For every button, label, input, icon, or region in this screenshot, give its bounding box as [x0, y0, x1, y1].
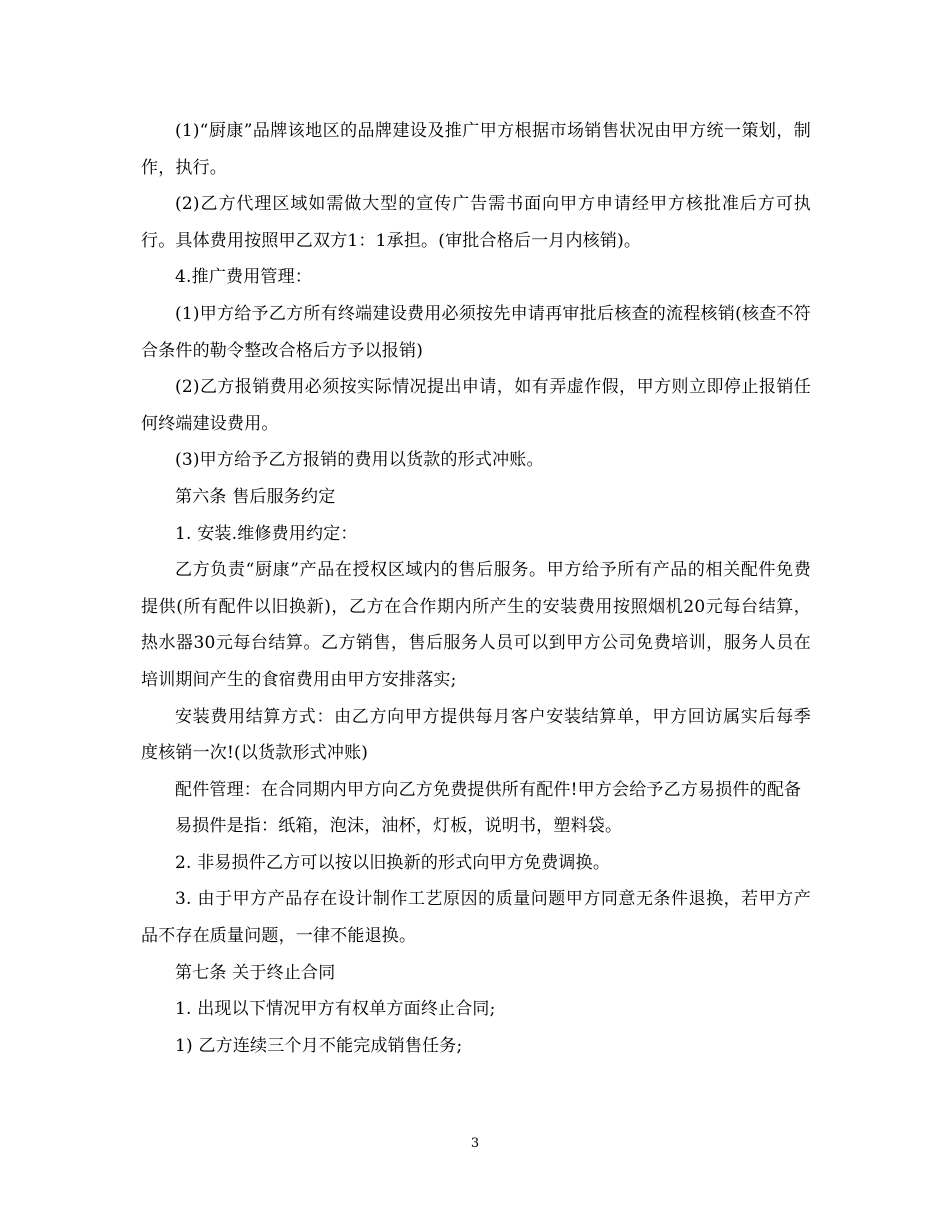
paragraph-quality-returns: 3. 由于甲方产品存在设计制作工艺原因的质量问题甲方同意无条件退换，若甲方产品不存在质量问题，一律不能退换。 [141, 889, 811, 947]
paragraph-brand-planning: (1)“厨康”品牌该地区的品牌建设及推广甲方根据市场销售状况由甲方统一策划，制作，执行。 [141, 121, 811, 178]
paragraph-parts-management: 配件管理：在合同期内甲方向乙方免费提供所有配件!甲方会给予乙方易损件的配备 [175, 779, 802, 800]
paragraph-advertising-approval: (2)乙方代理区域如需做大型的宣传广告需书面向甲方申请经甲方核批准后方可执行。具体费用按照甲乙双方1：1承担。(审批合格后一月内核销)。 [141, 194, 811, 251]
paragraph-reimbursement-rules: (2)乙方报销费用必须按实际情况提出申请，如有弄虚作假，甲方则立即停止报销任何终端建设费用。 [141, 377, 811, 434]
paragraph-promotion-cost-heading: 4.推广费用管理： [175, 267, 313, 288]
paragraph-installation-settlement: 安装费用结算方式：由乙方向甲方提供每月客户安装结算单，甲方回访属实后每季度核销一次!(以货款形式冲账) [141, 706, 811, 764]
paragraph-after-sales-service: 乙方负责“厨康”产品在授权区域内的售后服务。甲方给予所有产品的相关配件免费提供(所有配件以旧换新)，乙方在合作期内所产生的安装费用按照烟机20元每台结算，热水器30元每台结算。乙方销售，售后服务人员可以到甲方公司免费培训，服务人员在培训期间产生的食宿费用由甲方安排落实; [141, 560, 811, 690]
page-number: 3 [470, 1136, 480, 1151]
document-body [141, 113, 811, 1064]
paragraph-wearing-parts: 易损件是指：纸箱，泡沫，油杯，灯板，说明书，塑料袋。 [175, 816, 623, 837]
section-heading-article-six: 第六条 售后服务约定 [175, 486, 336, 507]
paragraph-terminal-cost-process: (1)甲方给予乙方所有终端建设费用必须按先申请再审批后核查的流程核销(核查不符合条件的勒令整改合格后方予以报销) [141, 303, 811, 361]
paragraph-sales-target-condition: 1) 乙方连续三个月不能完成销售任务; [175, 1035, 463, 1056]
paragraph-termination-conditions: 1. 出现以下情况甲方有权单方面终止合同; [175, 999, 496, 1020]
paragraph-non-wearing-parts: 2. 非易损件乙方可以按以旧换新的形式向甲方免费调换。 [175, 852, 611, 873]
paragraph-installation-cost-heading: 1. 安装.维修费用约定： [175, 523, 358, 544]
section-heading-article-seven: 第七条 关于终止合同 [175, 962, 336, 983]
paragraph-payment-offset: (3)甲方给予乙方报销的费用以货款的形式冲账。 [175, 450, 544, 471]
